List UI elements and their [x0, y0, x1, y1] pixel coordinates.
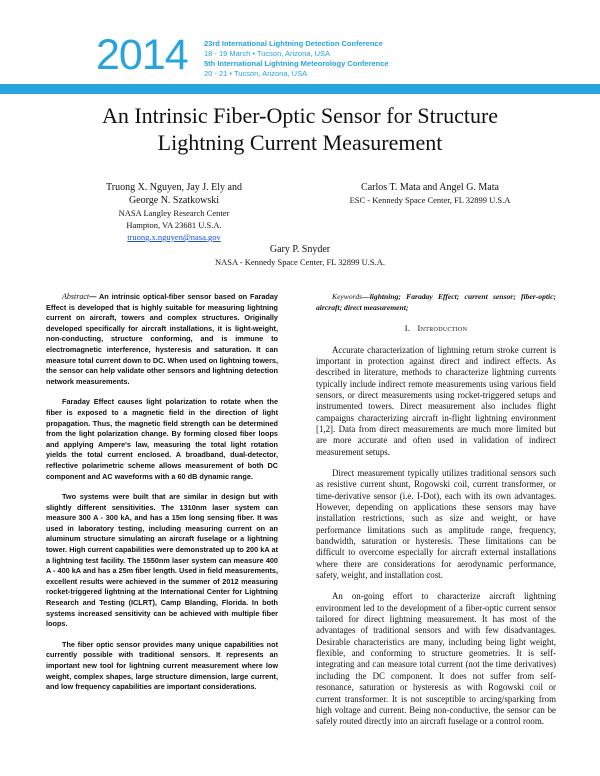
- conference-1-dates: 18 - 19 March • Tucson, Arizona, USA: [204, 49, 331, 58]
- conference-2-title: 5th International Lightning Meteorology Conference: [204, 59, 389, 68]
- author-names: Gary P. Snyder: [269, 244, 331, 255]
- title-line-2: Lightning Current Measurement: [157, 130, 443, 155]
- abstract-label: Abstract: [62, 292, 90, 301]
- abstract-paragraph: [46, 292, 278, 387]
- body-paragraph: Direct measurement typically utilizes traditional sensors such as resistive current shunt, Rogowski coil, current transformer, or time-derivative sensor (i.e. I-Dot), each with its own advantages. However, depending on applications these sensors may have installation restrictions, such as size and weight, or have performance limitations such as amplitude range, frequency, bandwidth, saturation or hysteresis. These limitations can be difficult to overcome especially for aircraft external installations where there are considerations for aerodynamic performance, safety, weight, and installation cost.: [316, 467, 556, 581]
- body-paragraph: Two systems were built that are similar in design but with slightly different sensitivities. The 1310nm laser system can measure 300 A - 300 kA, and has a 15m long sensing fiber. It was used in laboratory testing, including measuring current on an aluminum structure simulating an aircraft fuselage or a lightning tower. High current capabilities were demonstrated up to 200 kA at a lightning test facility. The 1550nm laser system can measure 400 A - 400 kA and has a 25m fiber length. Used in field measurements, excellent results were achieved in the summer of 2012 measuring rocket-triggered lightning at the International Center for Lightning Research and Testing (ICLRT), Camp Blanding, Florida. In both systems increased sensitivity can be achieved with multiple fiber loops.: [46, 492, 278, 629]
- body-paragraph: An on-going effort to characterize aircraft lightning environment led to the development of a fiber-optic current sensor tailored for direct lightning measurement. It has most of the advantages of traditional sensors and with few disadvantages. Desirable characteristics are many, including being light weight, flexible, and conforming to structure geometries. It is self-integrating and can measure total current (not the time derivatives) including the DC component. It does not suffer from self-resonance, saturation or hysteresis as with Rogowski coil or current transformer. It is not susceptible to arcing/sparking from high voltage and current. Being non-conductive, the sensor can be safely routed directly into an aircraft fuselage or a control room.: [316, 591, 556, 727]
- keywords-paragraph: [316, 292, 556, 313]
- author-names-line-1: Truong X. Nguyen, Jay J. Ely and: [105, 182, 242, 193]
- author-block-esc: [320, 181, 540, 206]
- body-paragraph: The fiber optic sensor provides many unique capabilities not currently possible with traditional sensors. It represents an important new tool for lightning current measurement where low weight, complex shapes, large structure dimension, large current, and low frequency capabilities are important considerations.: [46, 639, 278, 692]
- section-heading: [316, 323, 556, 334]
- banner-year: 2014: [96, 31, 188, 79]
- keywords-text: —lightning; Faraday Effect; current sensor; fiber-optic; aircraft; direct measurement;: [316, 292, 556, 312]
- conference-1-title: 23rd International Lightning Detection Conference: [204, 39, 383, 48]
- section-number: I.: [404, 323, 411, 334]
- section-title: Introduction: [417, 323, 468, 334]
- body-paragraph: Faraday Effect causes light polarization to rotate when the fiber is exposed to a magnetic field in the direction of light propagation. Thus, the magnetic field strength can be determined from the light polarization change. By forming closed fiber loops and applying Ampere's law, measuring the total light rotation yields the total current enclosed. A broadband, dual-detector, reflective polarimetric scheme allows measurement of both DC component and AC waveforms with a 60 dB dynamic range.: [46, 397, 278, 481]
- right-column: [316, 292, 556, 738]
- author-block-langley: [84, 181, 264, 243]
- author-names-line-2: George N. Szatkowski: [128, 195, 220, 206]
- author-affiliation: ESC - Kennedy Space Center, FL 32899 U.S.A: [349, 195, 511, 205]
- author-block-ksc: [160, 243, 440, 268]
- paper-title: [0, 102, 600, 156]
- author-affiliation: NASA - Kennedy Space Center, FL 32899 U.S.A.: [214, 257, 386, 267]
- author-affiliation: NASA Langley Research Center: [118, 208, 230, 218]
- abstract-text: — An intrinsic optical-fiber sensor based on Faraday Effect is developed that is highly suitable for measuring lightning current on aircraft, towers and complex structures. Originally developed specifically for aircraft installations, it is light-weight, non-conducting, structure conforming, and is immune to electromagnetic interference, hysteresis and saturation. It can measure total current down to DC. When used on lightning towers, the sensor can help validate other sensors and lightning detection network measurements.: [46, 292, 278, 386]
- title-line-1: An Intrinsic Fiber-Optic Sensor for Structure: [101, 103, 499, 128]
- author-email-link[interactable]: truong.x.nguyen@nasa.gov: [127, 232, 221, 242]
- body-paragraph: Accurate characterization of lightning return stroke current is important in protection against direct and indirect effects. As described in literature, methods to characterize lightning currents typically include indirect remote measurements using various field sensors, or direct measurements using rocket-triggered setups and instrumented towers. Direct measurement also includes flight campaigns characterizing aircraft in-flight lightning environment [1,2]. Data from direct measurements are much more limited but are more accurate and often used in validation of indirect measurement setups.: [316, 344, 556, 457]
- left-column: [46, 292, 278, 703]
- author-location: Hampton, VA 23681 U.S.A.: [126, 220, 222, 230]
- banner-bar: [0, 84, 600, 94]
- conference-banner: [0, 0, 600, 95]
- author-names: Carlos T. Mata and Angel G. Mata: [361, 182, 499, 193]
- keywords-label: Keywords: [332, 292, 363, 301]
- conference-2-dates: 20 - 21 • Tucson, Arizona, USA: [204, 69, 308, 78]
